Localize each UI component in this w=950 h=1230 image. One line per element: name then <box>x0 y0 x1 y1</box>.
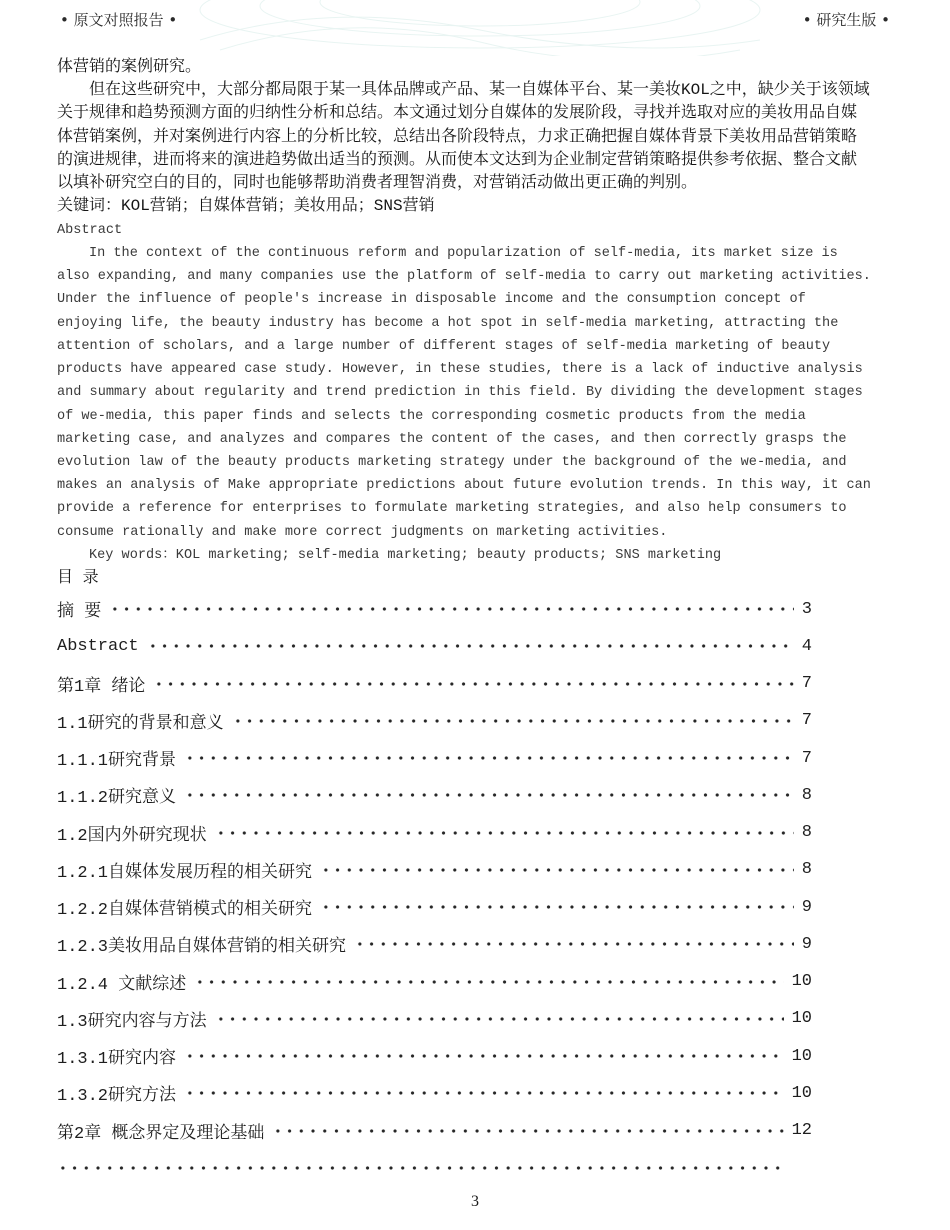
dot-leader <box>184 790 794 800</box>
toc-entry-page: 7 <box>801 748 812 768</box>
toc-entry-page: 10 <box>791 1083 812 1103</box>
dot-leader <box>184 753 794 763</box>
body-line: 体营销的案例研究。 <box>57 58 202 76</box>
toc-entry-page: 9 <box>801 897 812 917</box>
toc-entry-page: 10 <box>791 1046 812 1066</box>
toc-entry-page: 9 <box>801 934 812 954</box>
toc-entry <box>57 889 812 926</box>
toc-entry-label: 1.1研究的背景和意义 <box>57 714 224 734</box>
toc-entry <box>57 926 812 963</box>
toc-entry-page: 12 <box>791 1121 812 1141</box>
toc-entry <box>57 851 812 888</box>
toc-entry-label: 1.2.1自媒体发展历程的相关研究 <box>57 863 313 883</box>
body-line: 的演进规律，进而将来的演进趋势做出适当的预测。从而使本文达到为企业制定营销策略提供参考依据、整合文献 <box>57 150 858 169</box>
toc-entry-label: 1.3.1研究内容 <box>57 1050 177 1070</box>
abstract-line: Under the influence of people's increase in disposable income and the consumption concept of <box>57 292 806 308</box>
toc-entry <box>57 963 812 1000</box>
abstract-line: and summary about regularity and trend prediction in this field. By dividing the development stages <box>57 385 863 401</box>
abstract-line: marketing case, and analyzes and compares the content of the cases, and then correctly grasps the <box>57 431 847 447</box>
english-keywords: Key words：KOL marketing; self-media marketing; beauty products; SNS marketing <box>89 547 722 563</box>
dot-leader <box>215 828 794 838</box>
toc-heading: 目 录 <box>57 569 99 588</box>
dot-leader <box>194 977 783 987</box>
toc-entry-page: 7 <box>801 674 812 694</box>
toc-entry-page: 8 <box>801 823 812 843</box>
abstract-line: consume rationally and make more correct judgments on marketing activities. <box>57 524 668 540</box>
dot-leader <box>184 1051 784 1061</box>
toc-entry-label: 第1章 绪论 <box>57 677 146 697</box>
dot-leader <box>232 716 794 726</box>
toc-entry <box>57 1112 812 1149</box>
toc-entry <box>57 702 812 739</box>
abstract-line: also expanding, and many companies use the platform of self-media to carry out marketing activities. <box>57 269 871 285</box>
abstract-line: of we-media, this paper finds and selects the corresponding cosmetic products from the media <box>57 408 806 424</box>
abstract-line: enjoying life, the beauty industry has become a hot spot in self-media marketing, attracting the <box>57 315 839 331</box>
toc-entry-label: 1.2.4 文献综述 <box>57 975 187 995</box>
dot-leader <box>153 679 793 689</box>
chinese-keywords: 关键词：KOL营销；自媒体营销；美妆用品；SNS营销 <box>57 197 435 216</box>
dot-leader <box>320 902 794 912</box>
dot-leader <box>57 1163 783 1173</box>
dot-leader <box>272 1126 783 1136</box>
abstract-line: makes an analysis of Make appropriate predictions about future evolution trends. In this way, it can <box>57 478 871 494</box>
toc-entry <box>57 1038 812 1075</box>
toc-entry-label: Abstract <box>57 636 139 656</box>
abstract-line: attention of scholars, and a large number of different stages of self-media marketing of beauty <box>57 338 831 354</box>
report-header-label: • 原文对照报告 • <box>60 11 178 29</box>
toc-entry <box>57 590 812 627</box>
dot-leader <box>215 1014 784 1024</box>
toc-entry-label: 1.2国内外研究现状 <box>57 826 207 846</box>
toc-entry-label: 1.2.3美妆用品自媒体营销的相关研究 <box>57 938 347 958</box>
toc-entry-page: 10 <box>791 1009 812 1029</box>
toc-entry-label: 1.3.2研究方法 <box>57 1087 177 1107</box>
toc-entry <box>57 814 812 851</box>
abstract-line: evolution law of the beauty products marketing strategy under the background of the we-media, and <box>57 454 847 470</box>
toc-entry <box>57 1075 812 1112</box>
toc-entry-page: 8 <box>801 860 812 880</box>
header-decoration <box>180 0 780 56</box>
abstract-line: In the context of the continuous reform and popularization of self-media, its market size is <box>89 245 838 261</box>
toc-entry <box>57 777 812 814</box>
toc-continuation-row <box>57 1149 812 1186</box>
edition-header-label: • 研究生版 • <box>802 11 890 29</box>
toc-entry-page: 3 <box>801 599 812 619</box>
dot-leader <box>320 865 794 875</box>
page-number: 3 <box>471 1193 479 1210</box>
table-of-contents <box>57 590 812 1186</box>
body-line: 但在这些研究中，大部分都局限于某一具体品牌或产品、某一自媒体平台、某一美妆KOL之中，缺少关于该领域 <box>89 81 870 100</box>
toc-entry-label: 1.2.2自媒体营销模式的相关研究 <box>57 901 313 921</box>
toc-entry <box>57 665 812 702</box>
toc-entry-page: 4 <box>801 636 812 656</box>
abstract-section <box>57 56 897 590</box>
toc-entry-label: 第2章 概念界定及理论基础 <box>57 1124 265 1144</box>
toc-entry-page: 10 <box>791 972 812 992</box>
body-line: 关于规律和趋势预测方面的归纳性分析和总结。本文通过划分自媒体的发展阶段，寻找并选取对应的美妆用品自媒 <box>57 104 858 123</box>
dot-leader <box>184 1088 784 1098</box>
toc-entry-page: 7 <box>801 711 812 731</box>
toc-entry-label: 1.1.1研究背景 <box>57 752 177 772</box>
abstract-line: products have appeared case study. However, in these studies, there is a lack of inductive analysis <box>57 362 863 378</box>
toc-entry-label: 1.3研究内容与方法 <box>57 1012 207 1032</box>
toc-entry <box>57 628 812 665</box>
toc-entry <box>57 1000 812 1037</box>
toc-entry-label: 1.1.2研究意义 <box>57 789 177 809</box>
abstract-heading: Abstract <box>57 222 123 238</box>
dot-leader <box>354 939 794 949</box>
dot-leader <box>147 641 794 651</box>
dot-leader <box>109 604 794 614</box>
body-line: 体营销案例，并对案例进行内容上的分析比较，总结出各阶段特点，力求正确把握自媒体背景下美妆用品营销策略 <box>57 127 858 146</box>
toc-entry-label: 摘 要 <box>57 603 102 623</box>
abstract-line: provide a reference for enterprises to formulate marketing strategies, and also help consumers to <box>57 501 847 517</box>
toc-entry <box>57 739 812 776</box>
toc-entry-page: 8 <box>801 785 812 805</box>
body-line: 以填补研究空白的目的，同时也能够帮助消费者理智消费，对营销活动做出更正确的判别。 <box>57 174 698 193</box>
